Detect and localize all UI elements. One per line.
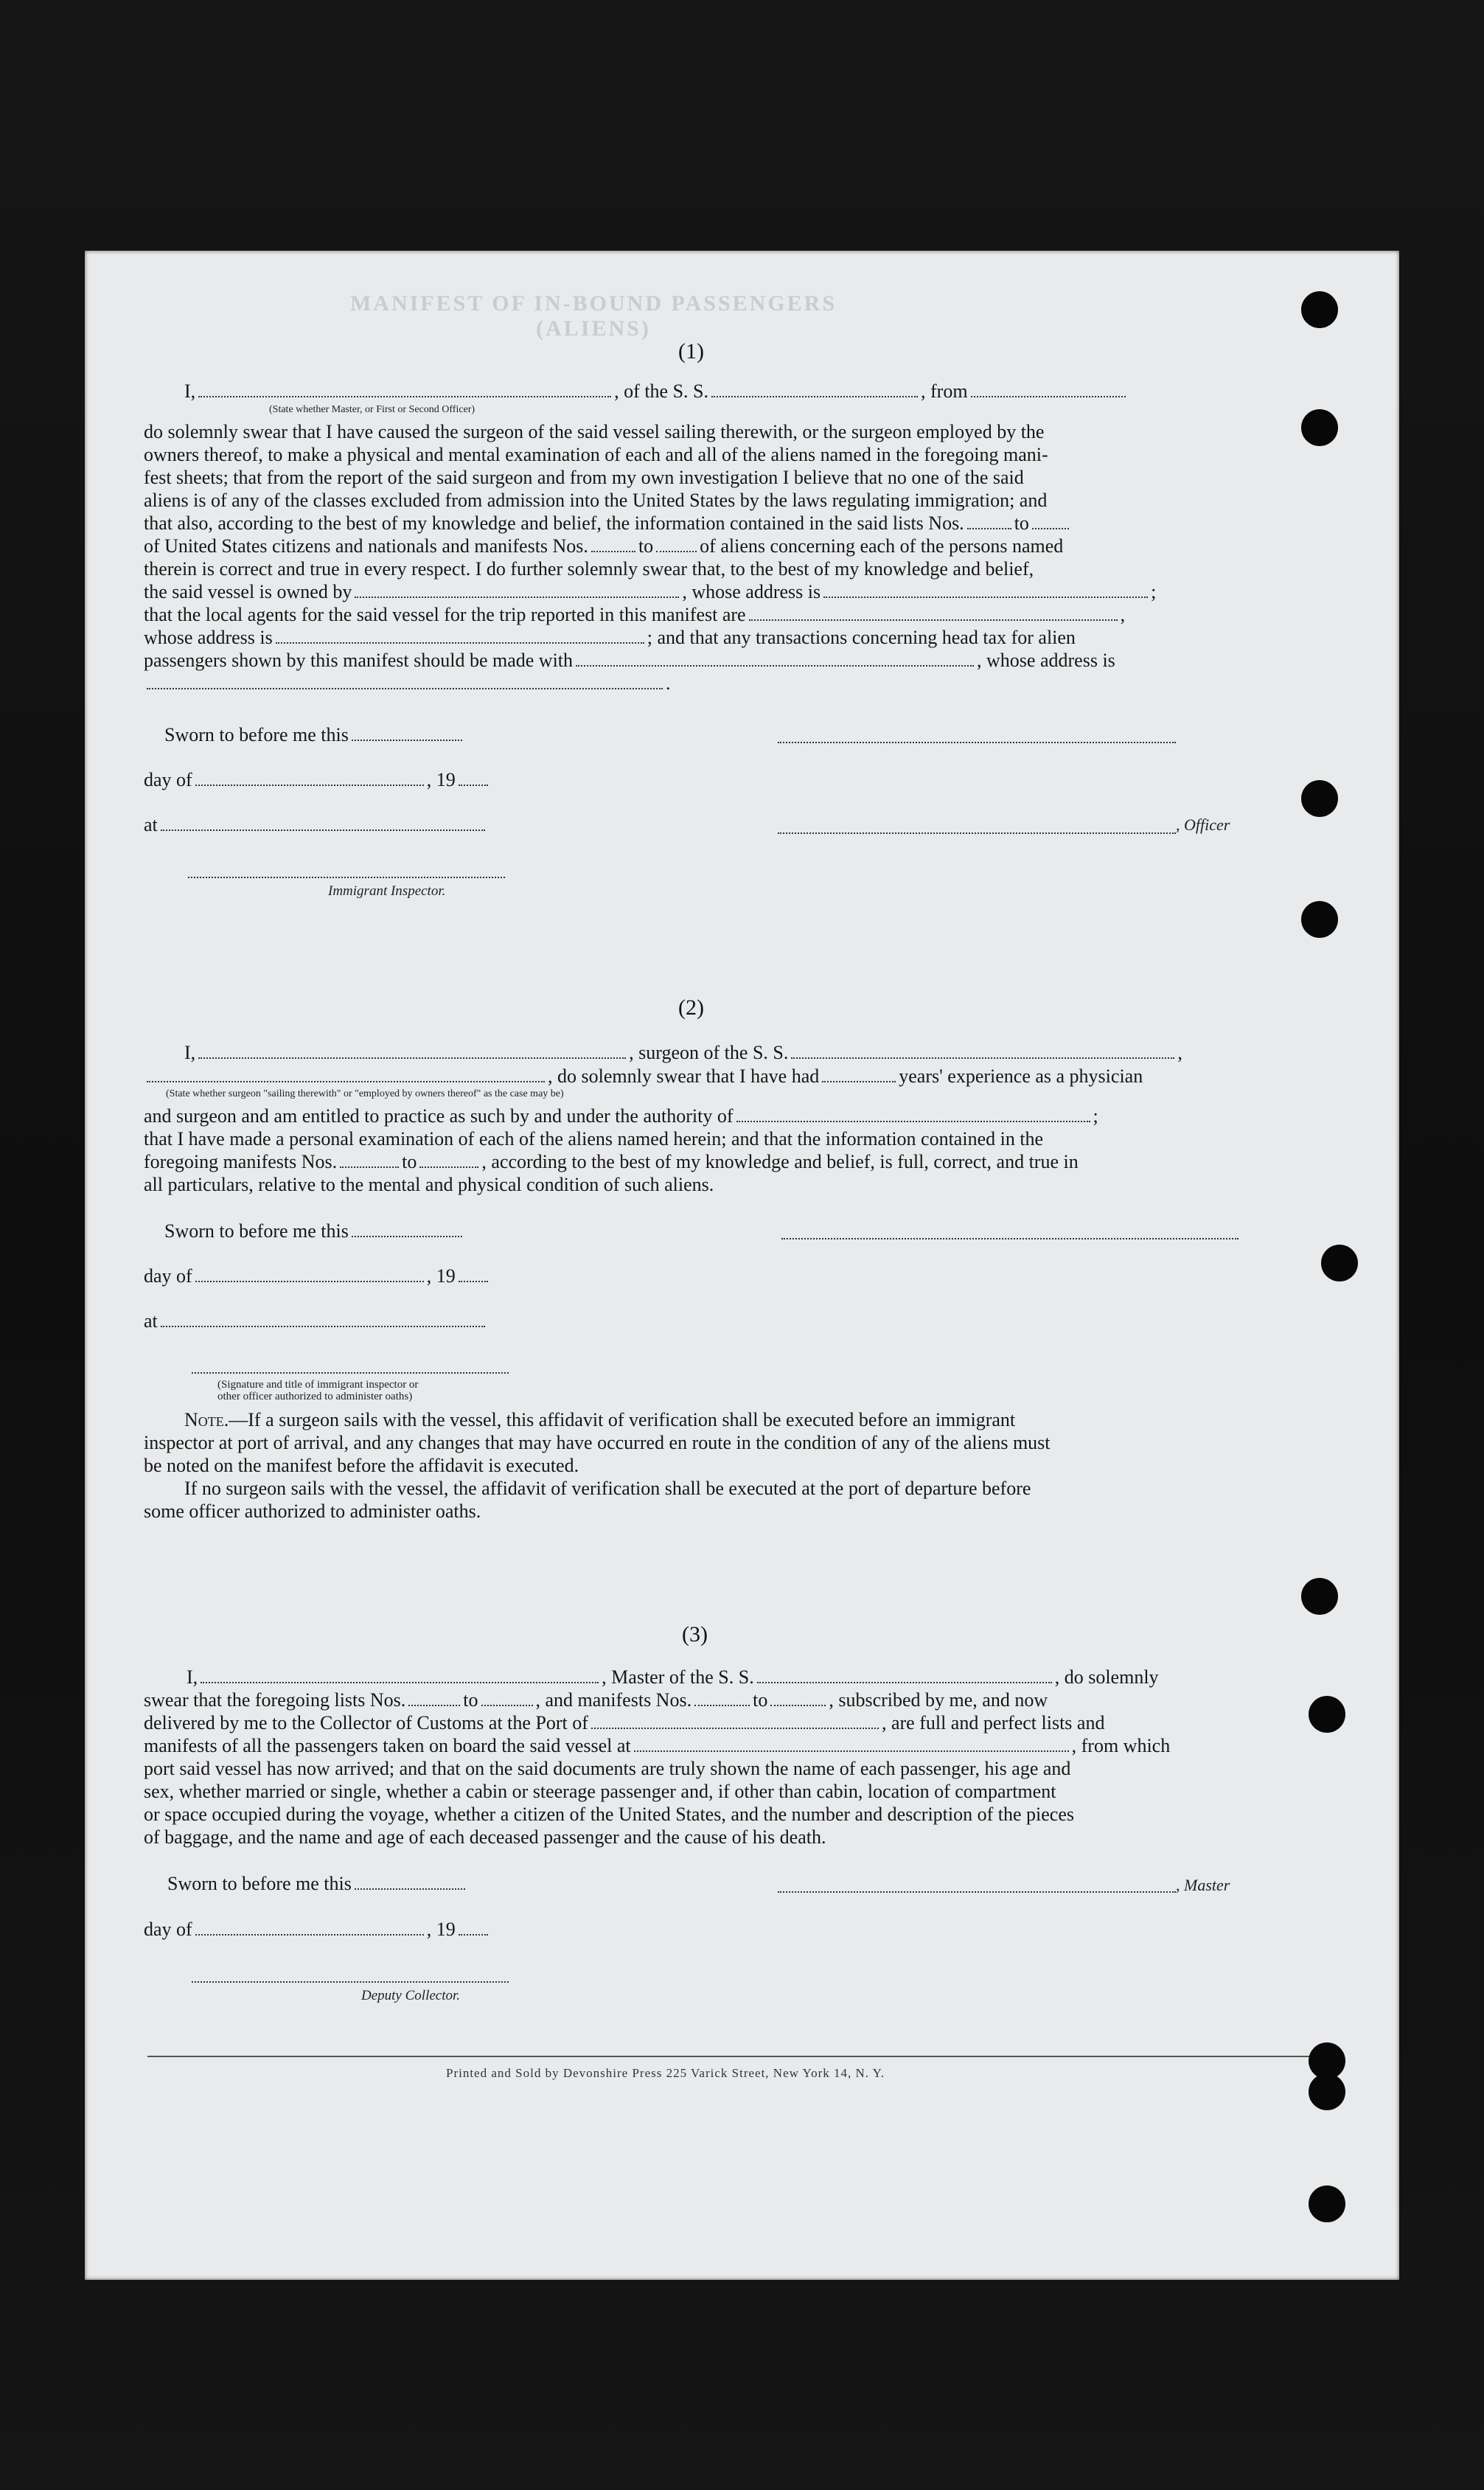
text: at: [144, 814, 158, 835]
section-2-sig-note-1: (Signature and title of immigrant inspector or: [217, 1379, 419, 1391]
blank: [971, 395, 1126, 397]
section-1-inspector-label: Immigrant Inspector.: [328, 883, 446, 899]
section-2-sworn: [164, 1220, 465, 1242]
section-2-note: [144, 1408, 1331, 1523]
text: I,: [184, 380, 196, 402]
text: , from which: [1071, 1735, 1171, 1756]
para-line: [144, 649, 1331, 672]
section-2-number: (2): [678, 995, 704, 1020]
blank: [195, 784, 424, 786]
blank: [459, 1280, 488, 1282]
section-3-number: (3): [682, 1622, 708, 1646]
blank: [967, 527, 1011, 529]
text: day of: [144, 769, 192, 790]
text: , according to the best of my knowledge and belief, is full, correct, and true in: [481, 1151, 1079, 1172]
text: of aliens concerning each of the persons named: [700, 535, 1064, 557]
note-line: be noted on the manifest before the affidavit is executed.: [144, 1455, 579, 1476]
text: , from: [921, 380, 968, 402]
text: , Master of the S. S.: [602, 1666, 754, 1688]
text: manifests of all the passengers taken on board the said vessel at: [144, 1735, 631, 1756]
blank: [276, 641, 644, 644]
text: , and manifests Nos.: [535, 1689, 692, 1711]
para-line: port said vessel has now arrived; and that on the said documents are truly shown the name of each passenger, his age and: [144, 1758, 1071, 1779]
blank: [198, 395, 611, 397]
text: , do solemnly: [1054, 1666, 1159, 1688]
section-2-sub-note: (State whether surgeon "sailing therewith" or "employed by owners thereof" as the case may be): [166, 1088, 564, 1099]
para-line: [144, 512, 1331, 535]
para-line: [144, 626, 1331, 649]
para-line: [144, 535, 1331, 557]
text: Sworn to before me this: [164, 724, 349, 745]
section-1-officer-signature-line: [778, 832, 1176, 834]
note-label: Note.: [184, 1409, 229, 1430]
section-1-sworn: [164, 724, 465, 746]
section-2-sig-note-2: other officer authorized to administer oaths): [217, 1391, 413, 1402]
para-line: the said vessel is owned by , whose address is ;: [144, 581, 1157, 602]
text: , 19: [426, 1919, 456, 1940]
text: —If a surgeon sails with the vessel, this affidavit of verification shall be executed before an immigrant: [229, 1409, 1016, 1430]
blank: [340, 1166, 399, 1168]
blank: [201, 1681, 599, 1683]
footer-rule: [147, 2056, 1334, 2057]
blank: [576, 664, 974, 667]
text: , whose address is: [977, 650, 1115, 671]
section-3-deputy-label: Deputy Collector.: [361, 1988, 461, 2003]
text: swear that the foregoing lists Nos.: [144, 1689, 406, 1711]
text: to: [402, 1151, 417, 1172]
note-line: [144, 1408, 1331, 1431]
text: to: [1014, 512, 1029, 534]
punch-hole: [1321, 1245, 1358, 1281]
blank: [694, 1704, 750, 1706]
blank: [408, 1704, 460, 1706]
note-line: inspector at port of arrival, and any changes that may have occurred en route in the condition of any of the aliens must: [144, 1432, 1051, 1453]
note-line: If no surgeon sails with the vessel, the affidavit of verification shall be executed at the port of departure before: [184, 1478, 1031, 1499]
para-line: or space occupied during the voyage, whether a citizen of the United States, and the number and description of the pieces: [144, 1804, 1075, 1825]
blank: [459, 1933, 488, 1936]
punch-hole: [1301, 291, 1338, 328]
section-2-paragraph: [144, 1105, 1331, 1196]
blank: [823, 596, 1148, 598]
blank: [711, 395, 918, 397]
para-line: [144, 1734, 1331, 1757]
blank: [757, 1681, 1052, 1683]
section-3-master-label: , Master: [1176, 1876, 1230, 1894]
text: whose address is: [144, 627, 273, 648]
text: Sworn to before me this: [164, 1220, 349, 1242]
text: , surgeon of the S. S.: [629, 1042, 789, 1063]
text: ; and that any transactions concerning head tax for alien: [647, 627, 1076, 648]
para-line: [144, 1711, 1331, 1734]
blank: [147, 687, 663, 689]
para-line: that I have made a personal examination of each of the aliens named herein; and that the information contained in the: [144, 1128, 1044, 1150]
text: , whose address is: [682, 581, 821, 602]
text: , subscribed by me, and now: [829, 1689, 1048, 1711]
blank: [355, 1888, 465, 1890]
text: to: [638, 535, 654, 557]
text: foregoing manifests Nos.: [144, 1151, 338, 1172]
para-line: [144, 1150, 1331, 1173]
blank: [195, 1280, 424, 1282]
blank: [1032, 527, 1069, 529]
section-2-line-1: I, , surgeon of the S. S. ,: [184, 1042, 1182, 1063]
blank: [736, 1120, 1090, 1122]
blank: [656, 550, 697, 552]
text: that also, according to the best of my knowledge and belief, the information contained in the said lists Nos.: [144, 512, 964, 534]
punch-hole: [1301, 1578, 1338, 1615]
blank: [634, 1750, 1069, 1752]
text: day of: [144, 1265, 192, 1287]
punch-hole: [1301, 901, 1338, 938]
blank: [195, 1933, 424, 1936]
blank: [352, 1235, 462, 1237]
para-line: therein is correct and true in every respect. I do further solemnly swear that, to the best of my knowledge and belief,: [144, 558, 1034, 580]
section-3-deputy-signature-line: [192, 1980, 509, 1983]
section-3-master-signature-line: [778, 1891, 1176, 1893]
printer-imprint: Printed and Sold by Devonshire Press 225 Varick Street, New York 14, N. Y.: [446, 2066, 885, 2080]
text: delivered by me to the Collector of Customs at the Port of: [144, 1712, 588, 1733]
text: passengers shown by this manifest should be made with: [144, 650, 574, 671]
punch-hole: [1309, 1696, 1345, 1733]
text: to: [753, 1689, 768, 1711]
para-line: [144, 1689, 1331, 1711]
para-line: .: [144, 672, 1331, 695]
punch-hole: [1309, 2185, 1345, 2222]
para-line: aliens is of any of the classes excluded from admission into the United States by the laws regulating immigration; and: [144, 490, 1048, 511]
section-2-surgeon-signature-line: [781, 1237, 1239, 1239]
para-line: that the local agents for the said vessel for the trip reported in this manifest are ,: [144, 604, 1126, 625]
text: , of the S. S.: [614, 380, 709, 402]
section-1-at: [144, 814, 488, 836]
section-2-inspector-signature-line: [192, 1371, 509, 1374]
section-2-at: [144, 1310, 488, 1332]
section-1-inspector-signature-line: [188, 876, 505, 878]
para-line: owners thereof, to make a physical and mental examination of each and all of the aliens named in the foregoing mani-: [144, 444, 1048, 465]
text: day of: [144, 1919, 192, 1940]
text: , 19: [426, 769, 456, 790]
blank: [419, 1166, 478, 1168]
text: , are full and perfect lists and: [881, 1712, 1105, 1733]
section-1-officer-label: , Officer: [1176, 815, 1230, 834]
section-3-day: [144, 1919, 491, 1941]
text: I,: [187, 1666, 198, 1688]
punch-hole: [1309, 2073, 1345, 2110]
para-line: all particulars, relative to the mental and physical condition of such aliens.: [144, 1174, 714, 1195]
text: and surgeon and am entitled to practice as such by and under the authority of: [144, 1105, 734, 1127]
blank: [791, 1057, 1174, 1059]
para-line: do solemnly swear that I have caused the surgeon of the said vessel sailing therewith, or the surgeon employed by the: [144, 421, 1045, 442]
section-1-line-1: [184, 380, 1129, 403]
text: of United States citizens and nationals and manifests Nos.: [144, 535, 588, 557]
section-2-day: [144, 1265, 491, 1287]
blank: [352, 739, 462, 741]
para-line: sex, whether married or single, whether a cabin or steerage passenger and, if other than cabin, location of compartment: [144, 1781, 1056, 1802]
blank: [355, 596, 679, 598]
section-1-day: [144, 769, 491, 791]
blank: [749, 619, 1118, 621]
section-3-paragraph: [144, 1689, 1331, 1849]
faint-header: MANIFEST OF IN-BOUND PASSENGERS (ALIENS): [349, 291, 837, 341]
note-line: some officer authorized to administer oaths.: [144, 1500, 481, 1522]
section-1-paragraph: [144, 420, 1331, 695]
section-3-line-1: [187, 1666, 1159, 1689]
blank: [822, 1080, 896, 1082]
document-page: [85, 251, 1399, 2280]
section-1-number: (1): [678, 339, 704, 364]
para-line: of baggage, and the name and age of each deceased passenger and the cause of his death.: [144, 1826, 826, 1848]
text: years' experience as a physician: [899, 1065, 1143, 1087]
text: at: [144, 1310, 158, 1332]
blank: [770, 1704, 826, 1706]
text: , do solemnly swear that I have had: [548, 1065, 820, 1087]
para-line: fest sheets; that from the report of the said surgeon and from my own investigation I believe that no one of the said: [144, 467, 1024, 488]
section-2-line-2: [144, 1065, 1143, 1088]
section-3-sworn: [167, 1873, 468, 1895]
text: the said vessel is owned by: [144, 581, 352, 602]
blank: [591, 1727, 879, 1729]
para-line: and surgeon and am entitled to practice as such by and under the authority of ;: [144, 1105, 1098, 1127]
text: that the local agents for the said vessel for the trip reported in this manifest are: [144, 604, 746, 625]
blank: [147, 1080, 545, 1082]
text: Sworn to before me this: [167, 1873, 352, 1894]
punch-hole: [1301, 780, 1338, 817]
blank: [591, 550, 635, 552]
text: to: [463, 1689, 478, 1711]
punch-hole: [1301, 409, 1338, 446]
text: I,: [184, 1042, 196, 1063]
section-1-officer-signature-line-top: [778, 741, 1176, 743]
blank: [198, 1057, 626, 1059]
text: , 19: [426, 1265, 456, 1287]
blank: [161, 1325, 485, 1327]
blank: [459, 784, 488, 786]
section-1-sub-note: (State whether Master, or First or Second Officer): [269, 404, 475, 415]
blank: [161, 829, 485, 831]
blank: [481, 1704, 533, 1706]
